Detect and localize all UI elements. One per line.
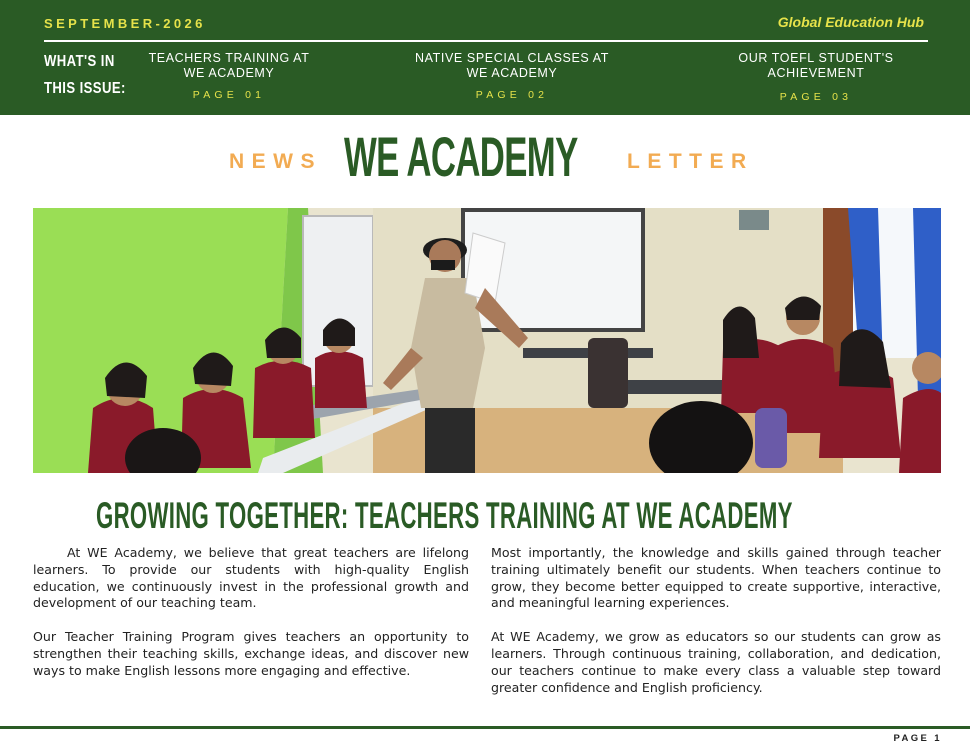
masthead-news: NEWS	[229, 150, 322, 173]
toc-title-line1: NATIVE SPECIAL CLASSES AT	[415, 51, 609, 65]
toc-item-title	[400, 51, 624, 81]
masthead	[0, 120, 970, 200]
whats-in-line2: THIS ISSUE:	[44, 80, 126, 97]
article-headline: GROWING TOGETHER: TEACHERS TRAINING AT WE ACADEMY	[96, 495, 793, 536]
toc-title-line1: TEACHERS TRAINING AT	[148, 51, 310, 65]
toc-item-title	[143, 51, 315, 81]
article-paragraph: At WE Academy, we grow as educators so our students can grow as learners. Through continuous training, collaboration, and dedication, our teachers continue to make every class a valuable step toward greater confidence and English proficiency.	[491, 629, 941, 695]
whats-in-line1: WHAT'S IN	[44, 53, 115, 70]
toc-item-page: PAGE 01	[192, 89, 266, 101]
article-paragraph: At WE Academy, we believe that great teachers are lifelong learners. To provide our students with high-quality English education, we continuously invest in the professional growth and development of our teaching team.	[33, 545, 469, 611]
publisher-name: Global Education Hub	[777, 14, 924, 30]
toc-item-teachers-training[interactable]	[143, 51, 315, 101]
toc-title-line2: WE ACADEMY	[183, 66, 275, 80]
article-paragraph: Most importantly, the knowledge and skills gained through teacher training ultimately benefit our students. When teachers continue to grow, they become better equipped to create supportive, interactive, and meaningful learning experiences.	[491, 545, 941, 611]
header-banner	[0, 0, 970, 115]
footer-divider	[0, 726, 970, 729]
toc-title-line1: OUR TOEFL STUDENT'S	[738, 51, 894, 65]
toc-title-line2: WE ACADEMY	[466, 66, 558, 80]
toc-item-title	[716, 51, 916, 81]
page-number: PAGE 1	[893, 733, 942, 744]
issue-date: SEPTEMBER-2026	[44, 16, 206, 31]
toc-item-toefl-achievement[interactable]	[716, 51, 916, 103]
teachers-training-photo	[33, 208, 941, 473]
article-column-right	[491, 545, 941, 696]
header-divider	[44, 40, 928, 42]
toc-item-native-classes[interactable]	[400, 51, 624, 101]
masthead-title: WE ACADEMY	[344, 125, 578, 188]
toc-item-page: PAGE 03	[779, 91, 853, 103]
article-column-left	[33, 545, 469, 680]
masthead-letter: LETTER	[627, 150, 754, 173]
toc-item-page: PAGE 02	[475, 89, 549, 101]
article-paragraph: Our Teacher Training Program gives teachers an opportunity to strengthen their teaching skills, exchange ideas, and discover new ways to make English lessons more engaging and effective.	[33, 629, 469, 678]
toc-title-line2: ACHIEVEMENT	[767, 66, 865, 80]
whats-in-this-issue-label	[44, 48, 126, 102]
